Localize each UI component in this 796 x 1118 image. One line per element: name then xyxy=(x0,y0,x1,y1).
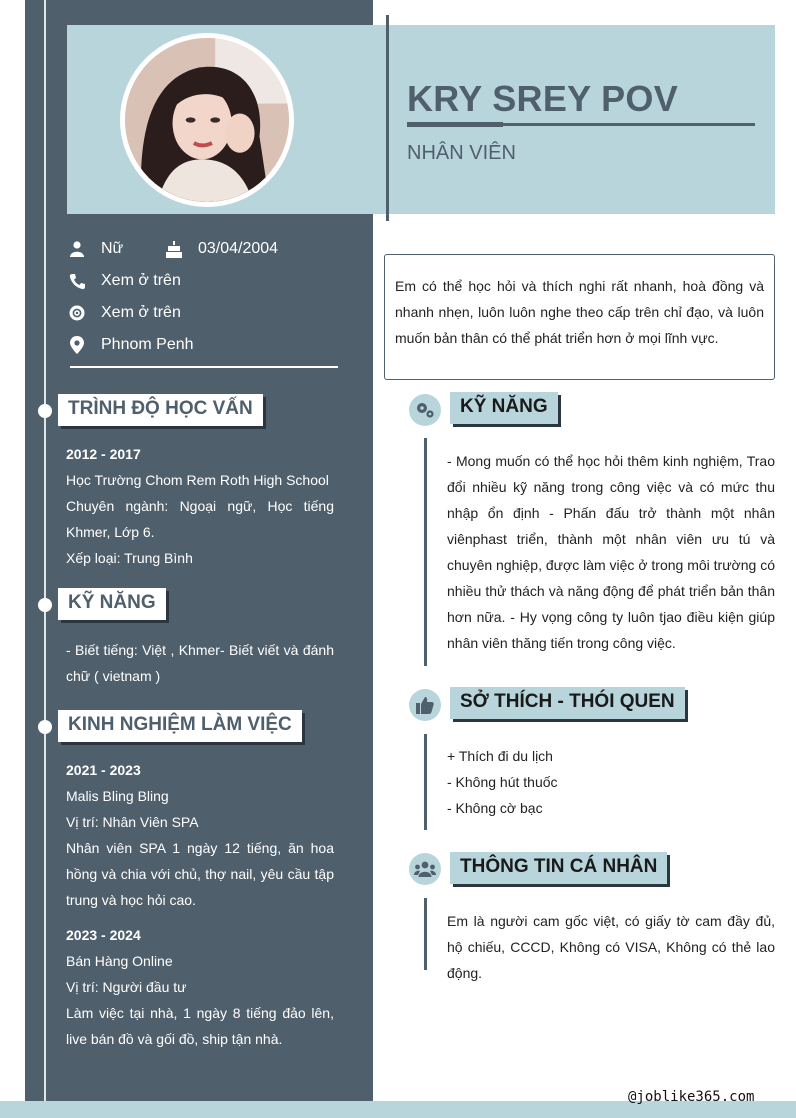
candidate-name: KRY SREY POV xyxy=(407,78,679,119)
gears-icon xyxy=(409,394,441,426)
right-skills-text: - Mong muốn có thể học hỏi thêm kinh nghiệm, Trao đổi nhiều kỹ năng trong công việc và có mức thu nhập ổn định - Phấn đấu trở thành một nhân viênphast triển, thành một nhân viên ưu tú và chuyên nghiệp, được làm việc ở trong môi trường có nhiều thử thách và năng động để phát triển bản thân hơn nữa. - Hy vọng công ty luôn tjao điều kiện giúp nhân viên thăng tiến trong công việc. xyxy=(447,453,775,651)
section-bar xyxy=(424,734,427,830)
hobby-item: - Không cờ bạc xyxy=(447,800,543,816)
timeline-dot xyxy=(38,720,52,734)
experience-period: 2023 - 2024 xyxy=(66,927,141,943)
candidate-position: NHÂN VIÊN xyxy=(407,142,516,164)
hobbies-list xyxy=(447,743,775,821)
personal-info-heading: THÔNG TIN CÁ NHÂN xyxy=(450,852,667,884)
education-period: 2012 - 2017 xyxy=(66,446,141,462)
education-school: Học Trường Chom Rem Roth High School xyxy=(66,472,329,488)
birthday-cake-icon xyxy=(165,240,183,258)
education-grade: Xếp loại: Trung Bình xyxy=(66,550,193,566)
section-bar xyxy=(424,438,427,666)
site-watermark: @joblike365.com xyxy=(628,1089,755,1105)
experience-heading: KINH NGHIỆM LÀM VIỆC xyxy=(58,710,302,742)
address-value: Phnom Penh xyxy=(101,336,194,353)
experience-company: Bán Hàng Online xyxy=(66,953,173,969)
person-icon xyxy=(68,240,86,258)
avatar xyxy=(120,33,294,207)
right-skills-heading: KỸ NĂNG xyxy=(450,392,558,424)
education-section xyxy=(66,441,334,571)
header-divider xyxy=(386,15,389,221)
gender-value: Nữ xyxy=(101,240,124,257)
timeline-dot xyxy=(38,598,52,612)
location-pin-icon xyxy=(68,336,86,354)
about-summary: Em có thể học hỏi và thích nghi rất nhanh, hoà đồng và nhanh nhẹn, luôn luôn nghe theo cấp trên chỉ đạo, và luôn muốn bản thân có thể phát triển hơn ở mọi lĩnh vực. xyxy=(384,254,775,380)
email-value: Xem ở trên xyxy=(101,304,181,321)
name-underline-accent xyxy=(407,122,503,127)
contact-divider xyxy=(70,366,338,368)
education-heading: TRÌNH ĐỘ HỌC VẤN xyxy=(58,394,263,426)
experience-role: Vị trí: Nhân Viên SPA xyxy=(66,814,199,830)
experience-role: Vị trí: Người đầu tư xyxy=(66,979,187,995)
email-row xyxy=(68,304,181,322)
email-at-icon xyxy=(68,304,86,322)
birthday-row xyxy=(165,240,278,258)
left-skills-text: - Biết tiếng: Việt , Khmer- Biết viết và đánh chữ ( vietnam ) xyxy=(66,642,334,684)
left-skills-heading: KỸ NĂNG xyxy=(58,588,166,620)
personal-info-text: Em là người cam gốc việt, có giấy tờ cam đầy đủ, hộ chiếu, CCCD, Không có VISA, Không có thẻ lao động. xyxy=(447,913,775,981)
gender-row xyxy=(68,240,123,258)
experience-period: 2021 - 2023 xyxy=(66,762,141,778)
thumbs-up-icon xyxy=(409,689,441,721)
education-major: Chuyên ngành: Ngoại ngữ, Học tiếng Khmer, Lớp 6. xyxy=(66,498,334,540)
experience-company: Malis Bling Bling xyxy=(66,788,169,804)
users-icon xyxy=(409,853,441,885)
phone-icon xyxy=(68,272,86,290)
hobbies-heading: SỞ THÍCH - THÓI QUEN xyxy=(450,687,685,719)
experience-item xyxy=(66,922,334,1052)
timeline-dot xyxy=(38,404,52,418)
birthday-value: 03/04/2004 xyxy=(198,240,279,257)
section-bar xyxy=(424,898,427,970)
address-row xyxy=(68,336,194,354)
hobby-item: + Thích đi du lịch xyxy=(447,748,553,764)
phone-row xyxy=(68,272,181,290)
hobby-item: - Không hút thuốc xyxy=(447,774,558,790)
phone-value: Xem ở trên xyxy=(101,272,181,289)
experience-item xyxy=(66,757,334,913)
timeline-line xyxy=(44,0,46,1118)
experience-desc: Làm việc tại nhà, 1 ngày 8 tiếng đảo lên, live bán đồ và gối đồ, ship tận nhà. xyxy=(66,1005,334,1047)
experience-desc: Nhân viên SPA 1 ngày 12 tiếng, ăn hoa hồng và chia với chủ, thợ nail, yêu cầu tập trung và học hỏi cao. xyxy=(66,840,334,908)
